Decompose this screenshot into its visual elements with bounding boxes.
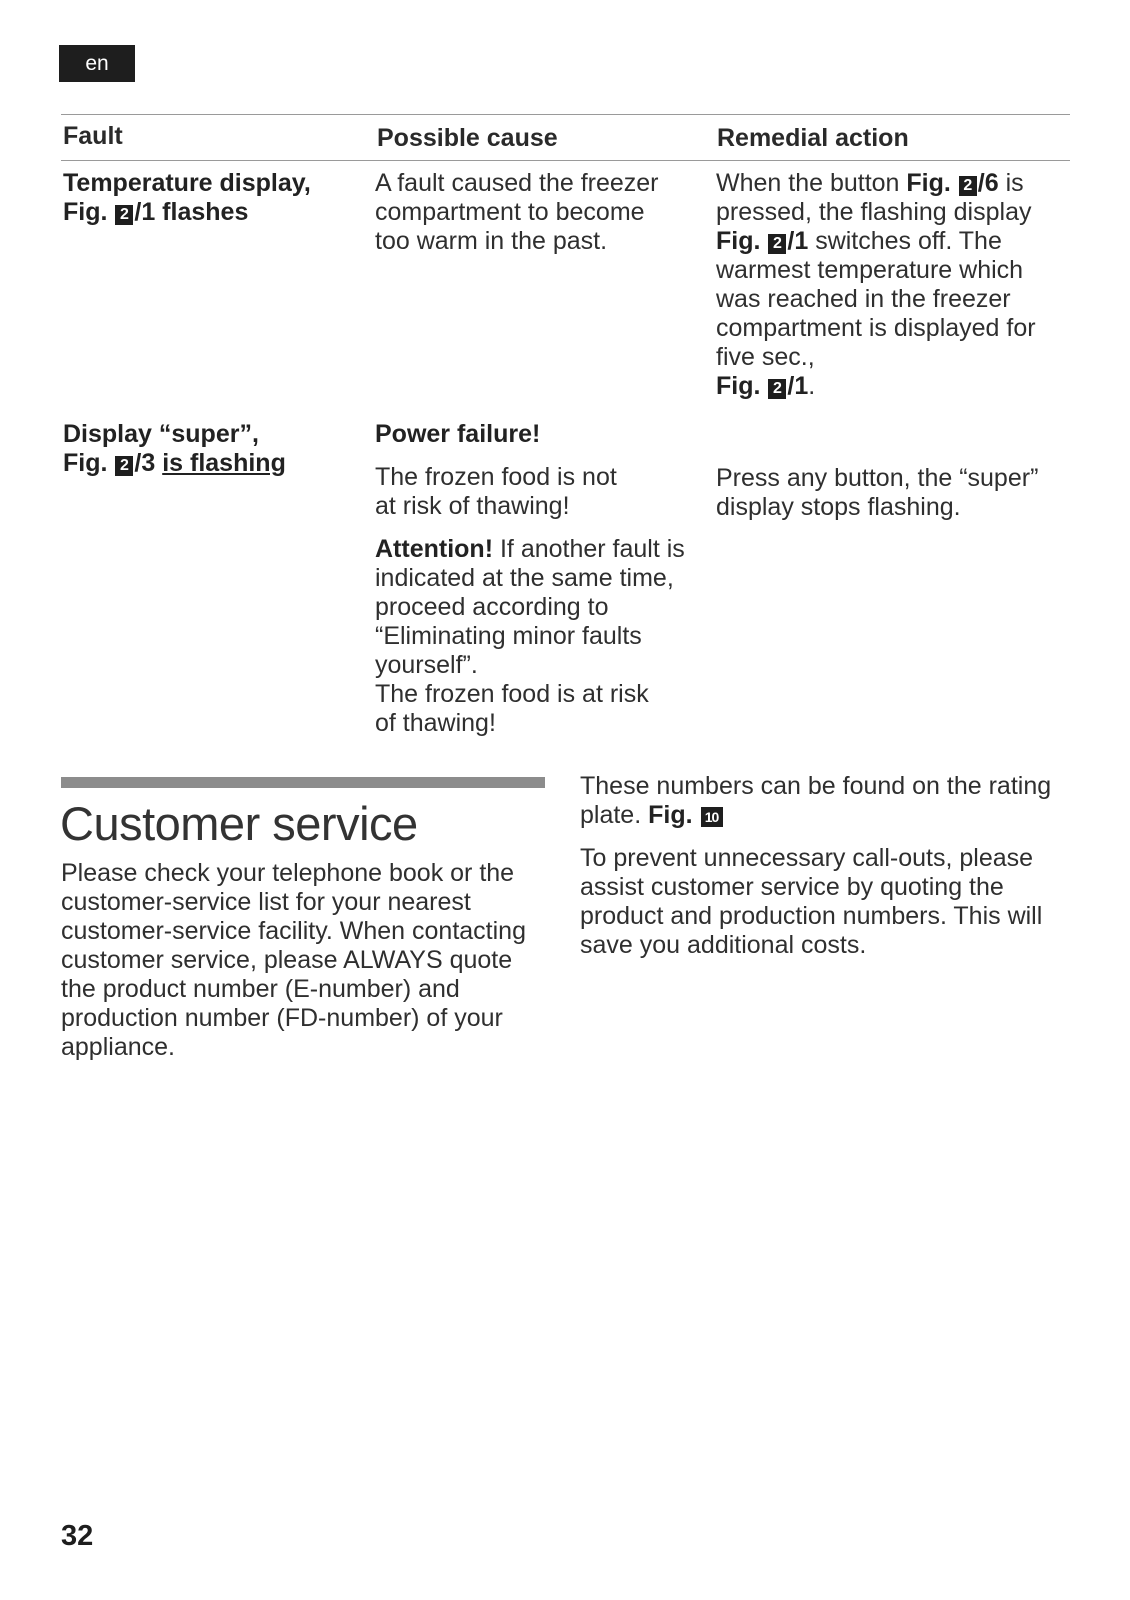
remedy-text-part3: switches off. The warmest temperature which was reached in the freezer compartment is displayed for five sec., [716, 227, 1036, 371]
fig-a-prefix: Fig. [906, 169, 951, 197]
underlined-text: is flashing [162, 449, 286, 477]
column-header-remedial-action: Remedial action [717, 124, 909, 152]
fig-a-suffix: /6 [977, 169, 999, 197]
fig-c-prefix: Fig. [716, 372, 761, 400]
figure-badge: 10 [701, 807, 723, 827]
cause-text1: The frozen food is not at risk of thawing! [375, 463, 617, 520]
remedy-text: Press any button, the “super” display stops flashing. [716, 464, 1039, 521]
fault-row1-cause [375, 169, 685, 256]
paragraph2-text: These numbers can be found on the rating plate. [580, 772, 1052, 829]
remedy-text-part2: is pressed, the flashing display [716, 169, 1032, 226]
customer-service-paragraph2 [580, 772, 1060, 830]
section-bar [61, 777, 545, 788]
fault-row2-remedy [716, 464, 1066, 522]
customer-service-paragraph1 [61, 859, 545, 1062]
cause-text: A fault caused the freezer compartment to become too warm in the past. [375, 169, 659, 255]
table-header-rule [61, 160, 1070, 161]
language-tab: en [59, 45, 135, 82]
fig-prefix: Fig. [63, 198, 108, 226]
cause-heading: Power failure! [375, 420, 541, 448]
fault-row2-line2 [63, 449, 363, 478]
fig-suffix: /3 [134, 449, 156, 477]
fault-row1-remedy [716, 169, 1066, 401]
fault-row2-line1: Display “super”, [63, 420, 259, 448]
cause-text2: The frozen food is at risk of thawing! [375, 680, 649, 737]
figure-badge: 2 [115, 205, 133, 225]
fig-prefix: Fig. [63, 449, 108, 477]
attention-label: Attention! [375, 535, 494, 563]
fault-row1-line1: Temperature display, [63, 169, 311, 197]
fault-row1-line2 [63, 198, 363, 227]
fig-prefix: Fig. [648, 801, 693, 829]
column-header-possible-cause: Possible cause [377, 124, 558, 152]
table-top-rule [61, 114, 1070, 115]
customer-service-paragraph3: To prevent unnecessary call-outs, please assist customer service by quoting the product and production numbers. This will save you additional costs. [580, 844, 1043, 959]
attention-text: If another fault is indicated at the same time, proceed according to “Eliminating minor faults yourself”. [375, 535, 685, 679]
figure-badge: 2 [768, 234, 786, 254]
fault-row2-cause [375, 420, 690, 738]
figure-badge: 2 [115, 456, 133, 476]
remedy-text-part1: When the button [716, 169, 907, 197]
column-header-fault: Fault [63, 122, 123, 150]
paragraph-text: Please check your telephone book or the customer-service list for your nearest customer-service facility. When contacting customer service, please ALWAYS quote the product number (E-number) and production number (FD-number) of your appliance. [61, 859, 526, 1061]
fig-suffix: /1 flashes [134, 198, 249, 226]
fig-c-suffix: /1 [787, 372, 809, 400]
page-number: 32 [61, 1520, 94, 1552]
remedy-end: . [808, 372, 816, 400]
figure-badge: 2 [959, 176, 977, 196]
fig-b-suffix: /1 [787, 227, 809, 255]
cause-attention [375, 535, 690, 680]
figure-badge: 2 [768, 379, 786, 399]
fault-row1-fault [63, 169, 363, 227]
fault-row2-fault [63, 420, 363, 478]
customer-service-right-column [580, 772, 1060, 960]
section-title: Customer service [60, 797, 418, 850]
fig-b-prefix: Fig. [716, 227, 761, 255]
